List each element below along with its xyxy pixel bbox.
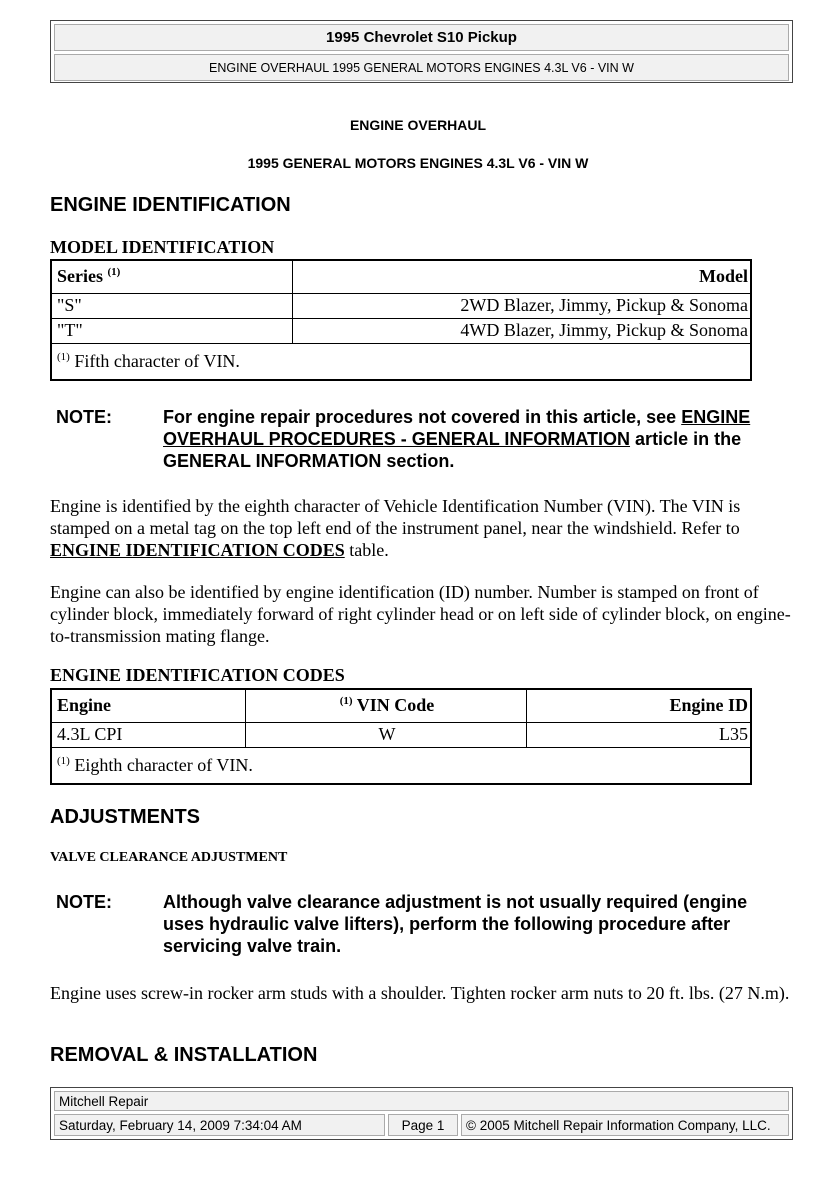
table-footnote: $^{(1)}$ Fifth character of VIN.	[52, 343, 750, 379]
table-footnote: $^{(1)}$ Eighth character of VIN.	[52, 747, 750, 783]
paragraph-engine-id-number: Engine can also be identified by engine identification (ID) number. Number is stamped on front of cylinder block, immediately forward of right cylinder head or on left side of cylinder block, on engine-to-transmission mating flange.	[50, 582, 791, 646]
note-label: NOTE:	[56, 892, 112, 912]
section-heading-adjustments: ADJUSTMENTS	[50, 806, 201, 828]
footer-date: Saturday, February 14, 2009 7:34:04 AM	[54, 1114, 385, 1136]
page-header	[50, 20, 793, 83]
col-header-engine: Engine	[52, 690, 245, 722]
doc-title: ENGINE OVERHAUL	[349, 117, 487, 133]
cell-model: 2WD Blazer, Jimmy, Pickup & Sonoma	[292, 293, 750, 318]
footer-page-number: Page 1	[388, 1114, 458, 1136]
paragraph-rocker-arm: Engine uses screw-in rocker arm studs with a shoulder. Tighten rocker arm nuts to 20 ft. lbs. (27 N.m).	[50, 983, 790, 1003]
cell-model: 4WD Blazer, Jimmy, Pickup & Sonoma	[292, 318, 750, 343]
model-identification-table	[50, 259, 752, 381]
note-label: NOTE:	[56, 407, 112, 427]
engine-identification-codes-table	[50, 688, 752, 785]
col-header-vin-code: $^{(1)}$ VIN Code	[245, 690, 526, 722]
valve-clearance-heading: VALVE CLEARANCE ADJUSTMENT	[50, 850, 288, 865]
page-footer	[50, 1087, 793, 1140]
section-heading-removal-installation: REMOVAL & INSTALLATION	[50, 1044, 318, 1066]
engine-identification-codes-heading: ENGINE IDENTIFICATION CODES	[50, 665, 345, 685]
cell-engine: 4.3L CPI	[52, 722, 245, 747]
header-subtitle: ENGINE OVERHAUL 1995 GENERAL MOTORS ENGINES 4.3L V6 - VIN W	[54, 54, 789, 81]
doc-subtitle: 1995 GENERAL MOTORS ENGINES 4.3L V6 - VIN W	[247, 155, 589, 171]
col-header-model: Model	[292, 261, 750, 293]
col-header-engine-id: Engine ID	[526, 690, 750, 722]
cell-series: "S"	[52, 293, 292, 318]
note-text: For engine repair procedures not covered in this article, see ENGINE OVERHAUL PROCEDURES - GENERAL INFORMATION article in the GENERAL INFORMATION section.	[163, 407, 751, 471]
col-header-series: Series $^{(1)}$	[52, 261, 292, 293]
footer-copyright: © 2005 Mitchell Repair Information Company, LLC.	[461, 1114, 789, 1136]
note-text: Although valve clearance adjustment is not usually required (engine uses hydraulic valve lifters), perform the following procedure after servicing valve train.	[163, 892, 748, 956]
cell-engine-id: L35	[526, 722, 750, 747]
engine-identification-codes-link[interactable]: ENGINE IDENTIFICATION CODES	[50, 540, 345, 560]
cell-vin-code: W	[245, 722, 526, 747]
model-identification-heading: MODEL IDENTIFICATION	[50, 237, 275, 257]
footer-source: Mitchell Repair	[54, 1091, 789, 1111]
header-title: 1995 Chevrolet S10 Pickup	[54, 24, 789, 51]
section-heading-engine-identification: ENGINE IDENTIFICATION	[50, 194, 291, 216]
table-row	[52, 293, 750, 318]
paragraph-vin: Engine is identified by the eighth character of Vehicle Identification Number (VIN). The VIN is stamped on a metal tag on the top left end of the instrument panel, near the windshield. Refer to ENGINE IDENTIFICATION CODES table.	[50, 496, 741, 560]
table-row	[52, 722, 750, 747]
general-information-link[interactable]: ENGINE OVERHAUL PROCEDURES - GENERAL INFORMATION	[163, 407, 751, 449]
table-row	[52, 318, 750, 343]
cell-series: "T"	[52, 318, 292, 343]
